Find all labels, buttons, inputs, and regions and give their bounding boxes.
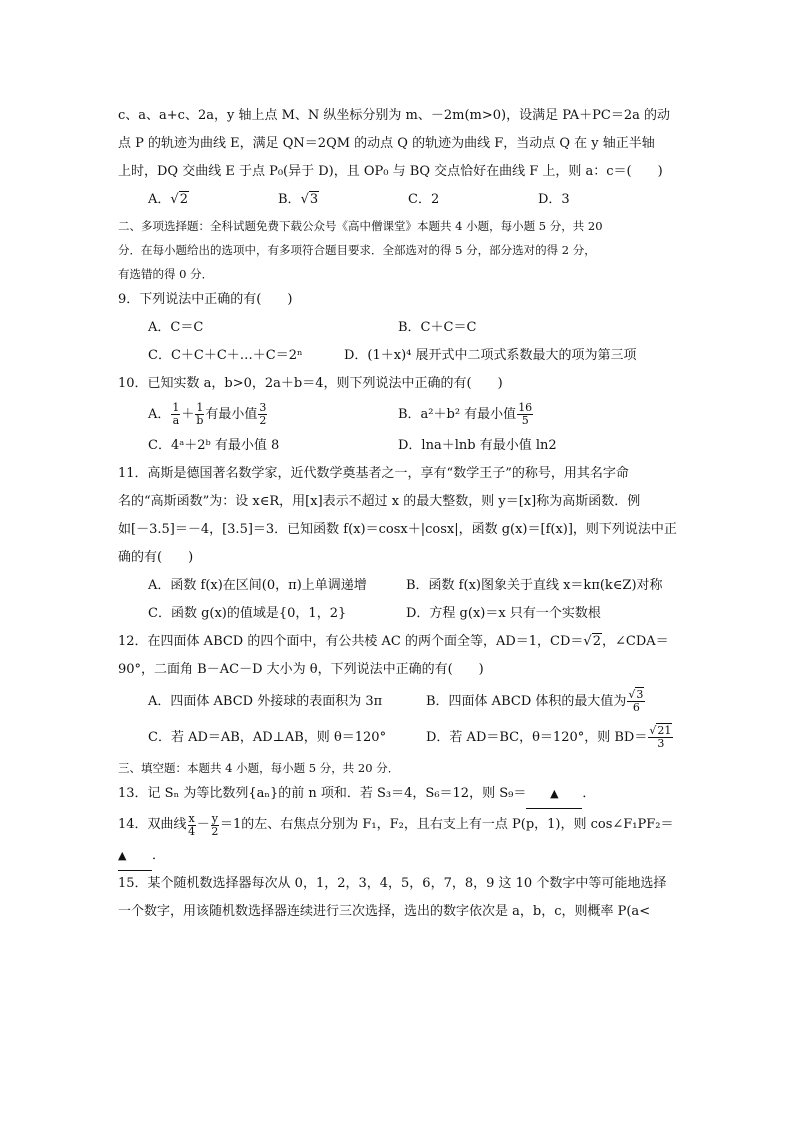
q8-options (118, 186, 678, 214)
q8-option-c: C．2 (408, 192, 440, 207)
q9-options-row1 (118, 314, 678, 342)
q8-option-a: A．√2 (148, 186, 278, 214)
q15-line-1: 15．某个随机数选择器每次从 0，1，2，3，4，5，6，7，8，9 这 10 个数字中等可能地选择 (118, 876, 667, 891)
q12-option-c: C．若 AD＝AB，AD⊥AB，则 θ＝120° (148, 730, 387, 745)
sqrt-sign: √3 (628, 688, 644, 701)
answer-blank[interactable]: ▲ (526, 780, 582, 809)
fraction: $\frac{√3}{6}$ (628, 688, 644, 714)
q11-options-row2 (118, 600, 678, 628)
fraction: $\frac{1}{a}$ (172, 401, 180, 427)
fraction: $\frac{y}{2}$ (211, 811, 219, 838)
q12-options-row1 (118, 684, 678, 720)
q11-option-b: B．函数 f(x)图象关于直线 x＝kπ(k∈Z)对称 (406, 578, 663, 593)
q12-line-2: 90°，二面角 B－AC－D 大小为 θ，下列说法中正确的有( ) (118, 662, 484, 677)
q11-options-row1 (118, 572, 678, 600)
q14-line-1: 14．双曲线 $\frac{x}{4}$ － $\frac{y}{2}$ ＝1的左、右焦点分别为 F₁，F₂，且右支上有一点 P(p，1)，则 cos∠F₁PF₂＝ (118, 811, 674, 838)
q12-option-a: A．四面体 ABCD 外接球的表面积为 3π (148, 694, 383, 709)
q11-option-d: D．方程 g(x)＝x 只有一个实数根 (406, 606, 601, 621)
q10-option-c: C．4ᵃ＋2ᵇ 有最小值 8 (148, 438, 280, 453)
q8-option-d: D．3 (538, 192, 570, 207)
q9-options-row2 (118, 342, 678, 370)
answer-blank[interactable]: ▲ (118, 842, 152, 871)
q9-option-a: A．C＝C (148, 320, 204, 335)
section-2-header: 二、多项选择题：全科试题免费下载公众号《高中僧课堂》本题共 4 小题，每小题 5 分，共 20 分．在每小题给出的选项中，有多项符合题目要求．全部选对的得 5 分，部分选对的得 2 分， 有选错的得 0 分． (118, 219, 603, 281)
q13-line: 13．记 Sₙ 为等比数列{aₙ}的前 n 项和．若 S₃＝4，S₆＝12，则 S₉＝ ▲ ． (118, 780, 678, 808)
fraction: $\frac{x}{4}$ (188, 811, 196, 838)
q8-line-3: 上时，DQ 交曲线 E 于点 P₀(异于 D)，且 OP₀ 与 BQ 交点恰好在曲线 F 上，则 a：c＝( ) (118, 164, 663, 179)
fraction: $\frac{3}{2}$ (259, 401, 267, 427)
fraction: $\frac{16}{5}$ (518, 401, 533, 427)
q10-option-a: A． $\frac{1}{a}$ ＋ $\frac{1}{b}$ 有最小值 $\frac{3}{2}$ (148, 401, 267, 427)
q11-line-4: 确的有( ) (118, 550, 194, 565)
q11-option-a: A．函数 f(x)在区间(0，π)上单调递增 (148, 578, 367, 593)
q10-options-row2 (118, 432, 678, 460)
q9-option-b: B．C＋C＝C (398, 320, 477, 335)
exam-page (118, 102, 678, 926)
q10-option-d: D．lna＋lnb 有最小值 ln2 (398, 438, 557, 453)
q11-line-3: 如[－3.5]＝－4，[3.5]＝3．已知函数 f(x)＝cosx＋|cosx|，函数 g(x)＝[f(x)]，则下列说法中正 (118, 522, 677, 537)
q11-line-2: 名的“高斯函数”为：设 x∈R，用[x]表示不超过 x 的最大整数，则 y＝[x]称为高斯函数．例 (118, 494, 641, 509)
q12-options-row2 (118, 720, 678, 756)
q8-line-1: c、a、a+c、2a，y 轴上点 M、N 纵坐标分别为 m、－2m(m>0)，设满足 PA＋PC＝2a 的动 (118, 108, 671, 123)
q8-option-b: B．√3 (278, 186, 408, 214)
sqrt-sign: √3 (300, 192, 319, 207)
q9-option-d: D．(1＋x)⁴ 展开式中二项式系数最大的项为第三项 (344, 348, 637, 363)
q12-option-d: D．若 AD＝BC，θ＝120°，则 BD＝ $\frac{√21}{3}$ (426, 724, 672, 750)
q11-option-c: C．函数 g(x)的值域是{0，1，2} (148, 606, 347, 621)
sqrt-sign: √2 (583, 634, 601, 649)
q9-stem: 9．下列说法中正确的有( ) (118, 292, 293, 307)
q15-line-2: 一个数字，用该随机数选择器连续进行三次选择，选出的数字依次是 a，b，c，则概率 P(a< (118, 904, 651, 919)
fraction: $\frac{√21}{3}$ (649, 724, 672, 750)
q12-option-b: B．四面体 ABCD 体积的最大值为 $\frac{√3}{6}$ (426, 688, 644, 714)
q10-options-row1 (118, 398, 678, 432)
q10-stem: 10．已知实数 a，b>0，2a＋b＝4，则下列说法中正确的有( ) (118, 376, 503, 391)
section-3-header: 三、填空题：本题共 4 小题，每小题 5 分，共 20 分． (118, 761, 400, 775)
sqrt-sign: √2 (170, 192, 188, 207)
q10-option-b: B．a²＋b² 有最小值 $\frac{16}{5}$ (398, 401, 533, 427)
q12-line-1: 12．在四面体 ABCD 的四个面中，有公共棱 AC 的两个面全等，AD＝1，CD＝ √2 ，∠CDA＝ (118, 628, 678, 656)
q8-line-2: 点 P 的轨迹为曲线 E，满足 QN＝2QM 的动点 Q 的轨迹为曲线 F，当动点 Q 在 y 轴正半轴 (118, 136, 655, 151)
q11-line-1: 11．高斯是德国著名数学家，近代数学奠基者之一，享有“数学王子”的称号，用其名字命 (118, 466, 629, 481)
sqrt-sign: √21 (649, 724, 672, 737)
q14-line-2: ▲ ． (118, 842, 678, 870)
q9-option-c: C．C＋C＋C＋…＋C＝2ⁿ (148, 348, 303, 363)
fraction: $\frac{1}{b}$ (196, 401, 204, 427)
